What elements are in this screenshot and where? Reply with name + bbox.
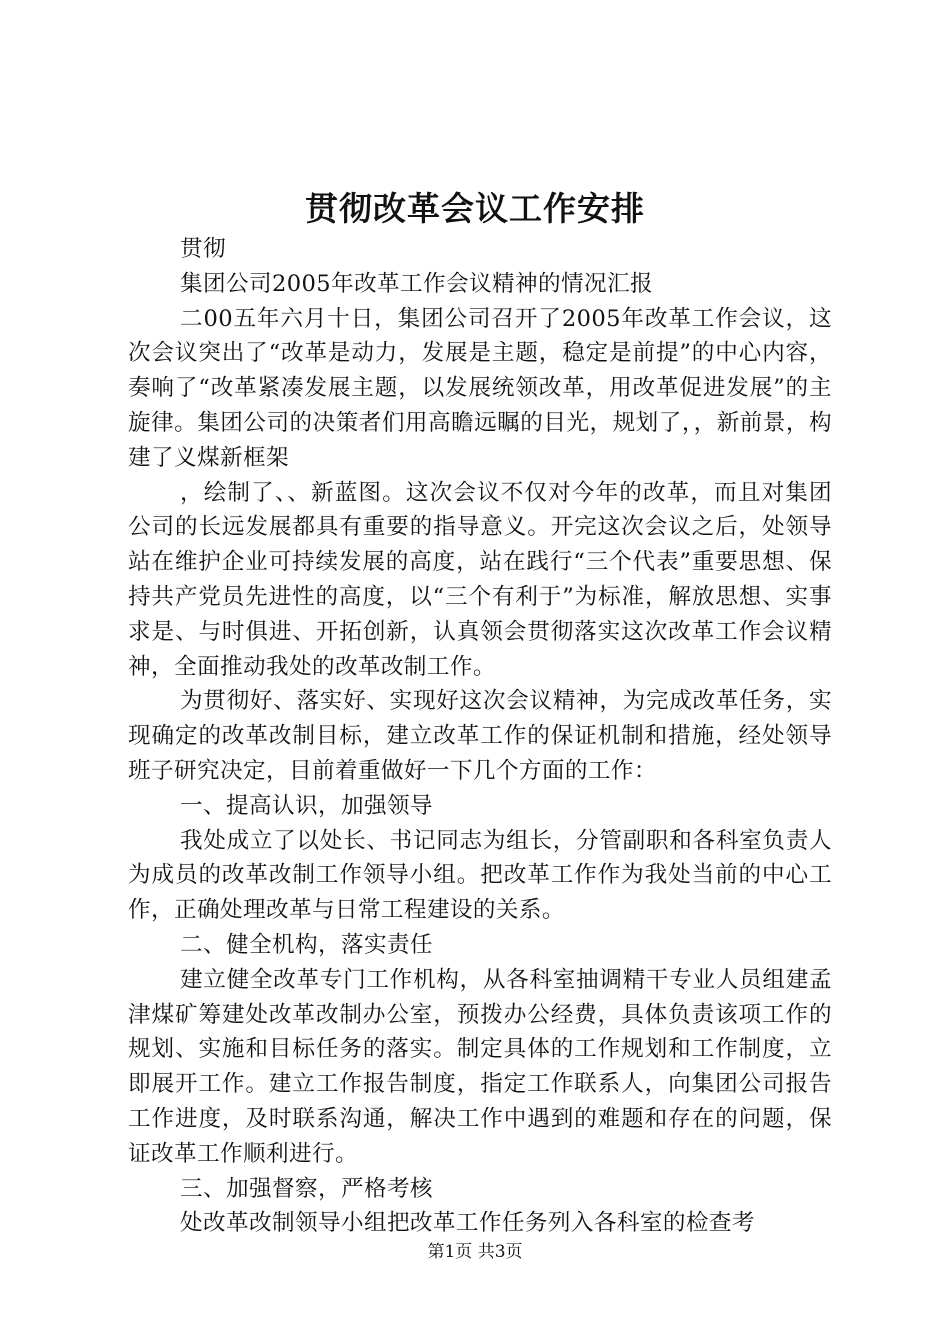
paragraph-supervision: 处改革改制领导小组把改革工作任务列入各科室的检查考 — [180, 1210, 755, 1237]
paragraph-leadership: 我处成立了以处长、书记同志为组长，分管副职和各科室负责人为成员的改革改制工作领导小组。把改革工作作为我处当前的中心工作，正确处理改革与日常工程建设的关系。 — [128, 827, 832, 924]
page-number: 第1页 共3页 — [427, 1242, 523, 1262]
section-heading-1: 一、提高认识，加强领导 — [180, 792, 433, 819]
paragraph-heading-2: 集团公司2005年改革工作会议精神的情况汇报 — [180, 270, 653, 297]
paragraph-heading-1: 贯彻 — [180, 236, 226, 262]
paragraph-organization: 建立健全改革专门工作机构，从各科室抽调精干专业人员组建孟津煤矿筹建处改革改制办公室，预拨办公经费，具体负责该项工作的规划、实施和目标任务的落实。制定具体的工作规划和工作制度，立即展开工作。建立工作报告制度，指定工作联系人，向集团公司报告工作进度，及时联系沟通，解决工作中遇到的难题和存在的问题，保证改革工作顺利进行。 — [128, 966, 832, 1167]
paragraph-intro: 二00五年六月十日，集团公司召开了2005年改革工作会议，这次会议突出了“改革是动力，发展是主题，稳定是前提”的中心内容，奏响了“改革紧凑发展主题，以发展统领改革，用改革促进发展”的主旋律。集团公司的决策者们用高瞻远瞩的目光，规划了，，新前景，构建了义煤新框架 — [128, 305, 832, 471]
paragraph-meeting-significance: ，绘制了、、新蓝图。这次会议不仅对今年的改革，而且对集团公司的长远发展都具有重要的指导意义。开完这次会议之后，处领导站在维护企业可持续发展的高度，站在践行“三个代表”重要思想、保持共产党员先进性的高度，以“三个有利于”为标准，解放思想、实事求是、与时俱进、开拓创新，认真领会贯彻落实这次改革工作会议精神，全面推动我处的改革改制工作。 — [128, 479, 832, 680]
paragraph-implementation: 为贯彻好、落实好、实现好这次会议精神，为完成改革任务，实现确定的改革改制目标，建立改革工作的保证机制和措施，经处领导班子研究决定，目前着重做好一下几个方面的工作： — [128, 688, 832, 784]
section-heading-3: 三、加强督察，严格考核 — [180, 1175, 433, 1202]
section-heading-2: 二、健全机构，落实责任 — [180, 931, 433, 958]
document-body — [128, 232, 832, 1241]
document-title: 贯彻改革会议工作安排 — [305, 189, 645, 228]
